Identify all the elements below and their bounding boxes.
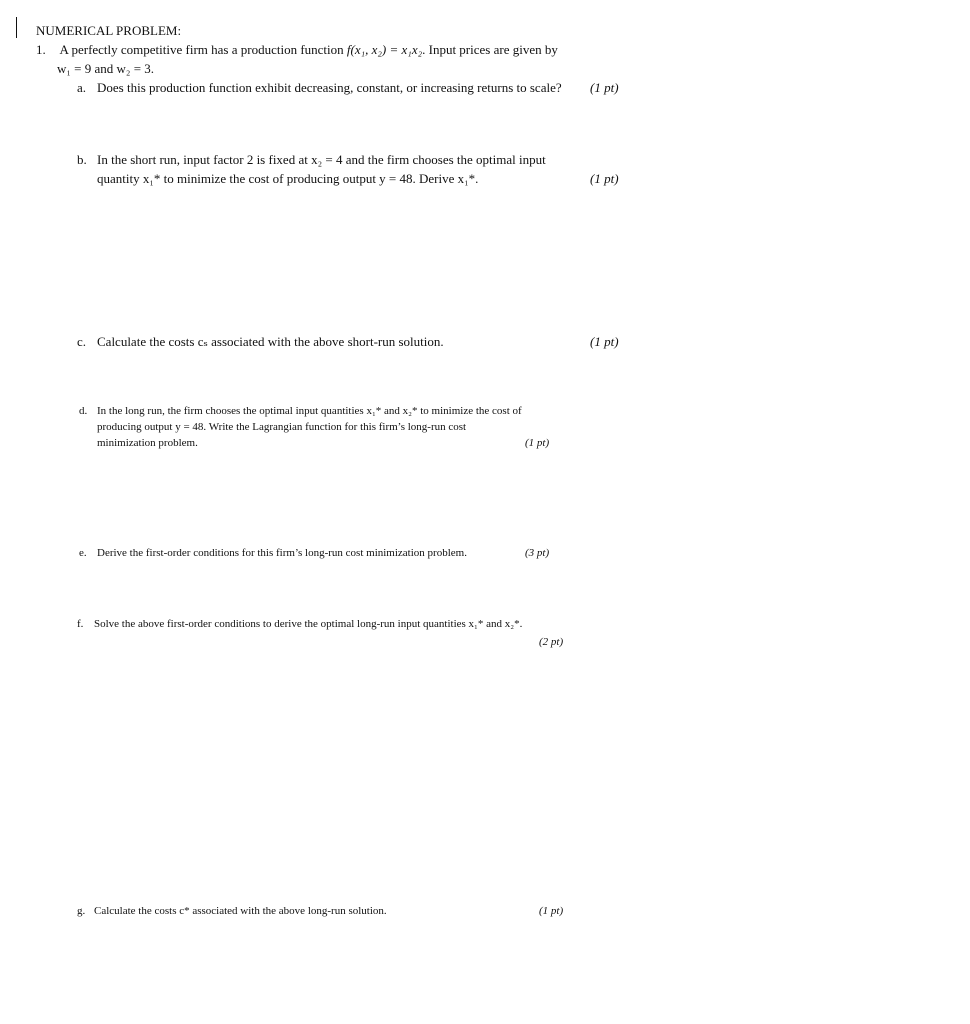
part-g-points: (1 pt) — [539, 905, 564, 917]
part-a-points: (1 pt) — [590, 80, 619, 95]
part-a-marker: a. — [77, 80, 87, 95]
problem-intro-2: . Input prices are given by — [422, 42, 558, 57]
production-function: f(x₁, x₂) = x₁x₂ — [346, 42, 423, 57]
part-b-marker: b. — [77, 152, 87, 167]
part-g-marker: g. — [77, 905, 86, 917]
input-prices: w₁ = 9 and w₂ = 3. — [57, 61, 155, 76]
part-g-text: Calculate the costs c* associated with the above long-run solution. — [94, 905, 387, 917]
part-d-points: (1 pt) — [525, 437, 550, 449]
part-d-line-1: In the long run, the firm chooses the optimal input quantities x₁* and x₂* to minimize the cost of — [97, 405, 522, 417]
problem-intro: A perfectly competitive firm has a production function — [59, 42, 344, 57]
part-a-text: Does this production function exhibit decreasing, constant, or increasing returns to scale? — [97, 80, 562, 95]
section-heading: NUMERICAL PROBLEM: — [36, 23, 182, 38]
part-b-line-2: quantity x₁* to minimize the cost of producing output y = 48. Derive x₁*. — [97, 171, 479, 186]
text-cursor — [16, 17, 17, 38]
part-f-text: Solve the above first-order conditions to derive the optimal long-run input quantities x₁* and x₂*. — [94, 618, 523, 630]
part-d-marker: d. — [79, 405, 88, 417]
part-e-marker: e. — [79, 547, 87, 559]
part-e-text: Derive the first-order conditions for this firm’s long-run cost minimization problem. — [97, 547, 467, 559]
part-e-points: (3 pt) — [525, 547, 550, 559]
part-f-marker: f. — [77, 618, 84, 630]
part-c-marker: c. — [77, 334, 87, 349]
part-d-line-2: producing output y = 48. Write the Lagrangian function for this firm’s long-run cost — [97, 421, 467, 433]
part-b-points: (1 pt) — [590, 171, 619, 186]
part-d-line-3: minimization problem. — [97, 437, 198, 449]
part-b-line-1: In the short run, input factor 2 is fixed at x₂ = 4 and the firm chooses the optimal input — [97, 152, 546, 167]
part-f-points: (2 pt) — [539, 636, 564, 648]
problem-1-line-1 — [36, 42, 558, 58]
part-c-text: Calculate the costs cₛ associated with the above short-run solution. — [97, 334, 444, 349]
part-c-points: (1 pt) — [590, 334, 619, 349]
problem-number: 1. — [36, 42, 46, 57]
